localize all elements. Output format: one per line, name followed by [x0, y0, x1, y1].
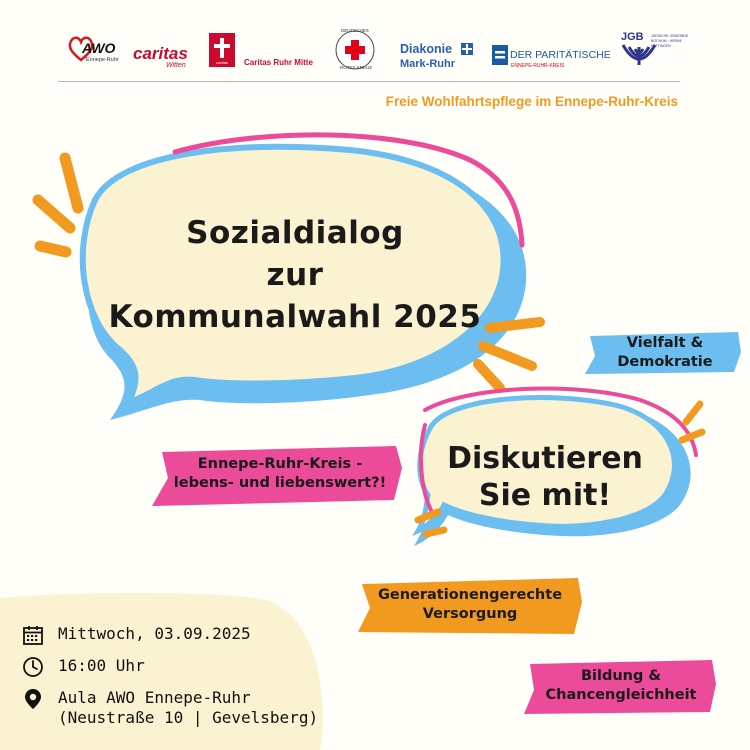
event-location-line-1: Aula AWO Ennepe-Ruhr	[58, 688, 251, 707]
event-time-row	[22, 656, 145, 678]
calendar-icon	[22, 624, 44, 646]
title-line-2: zur	[266, 257, 324, 293]
tagline: Freie Wohlfahrtspflege im Ennepe-Ruhr-Kreis	[385, 94, 678, 109]
caritas-logo-text: caritas	[133, 44, 188, 63]
tag-generation	[362, 586, 578, 624]
paritaetische-sub-text: ENNEPE-RUHR-KREIS	[511, 63, 565, 69]
jgb-sub-1: JÜDISCHE GEMEINDE	[651, 34, 689, 38]
event-location	[58, 688, 318, 728]
tag-ennepe-line-2: lebens- und liebenswert?!	[173, 475, 387, 491]
awo-logo-sub: Ennepe-Ruhr	[86, 57, 119, 63]
tag-bildung-line-2: Chancengleichheit	[545, 687, 697, 703]
cta-line-2: Sie mit!	[478, 478, 612, 513]
diakonie-logo-text: Diakonie	[400, 42, 453, 56]
jgb-sub-3: HATTINGEN	[651, 44, 671, 48]
diakonie-region-text: Mark-Ruhr	[400, 58, 456, 70]
drk-top-text: DEUTSCHES	[341, 28, 369, 33]
map-pin-icon	[22, 688, 44, 710]
event-location-row	[22, 688, 318, 728]
event-title	[80, 212, 510, 338]
drk-bottom-text: ROTES KREUZ	[340, 65, 373, 70]
title-line-3: Kommunalwahl 2025	[108, 299, 482, 335]
caritas-logo-sub: Witten	[166, 62, 186, 69]
orange-burst-small-right	[682, 404, 702, 440]
cta-text	[432, 440, 658, 514]
awo-logo-text: AWO	[82, 40, 116, 56]
tag-generation-line-1: Generationengerechte	[377, 587, 563, 603]
tag-ennepe	[160, 455, 400, 493]
event-location-line-2: (Neustraße 10 | Gevelsberg)	[58, 708, 319, 727]
tag-bildung-line-1: Bildung &	[580, 668, 662, 684]
event-time: 16:00 Uhr	[58, 656, 145, 675]
event-date: Mittwoch, 03.09.2025	[58, 624, 251, 643]
tag-ennepe-line-1: Ennepe-Ruhr-Kreis -	[197, 456, 363, 472]
event-date-row	[22, 624, 251, 646]
svg-text:caritas: caritas	[216, 60, 228, 65]
tag-vielfalt-line-2: Demokratie	[617, 354, 713, 370]
tag-vielfalt	[596, 334, 734, 372]
tag-bildung	[528, 667, 714, 705]
tag-generation-line-2: Versorgung	[422, 606, 518, 622]
title-line-1: Sozialdialog	[186, 215, 404, 251]
jgb-sub-2: BOCHUM · HERNE	[651, 39, 682, 43]
paritaetische-logo-text: DER PARITÄTISCHE	[510, 49, 611, 61]
orange-burst-left	[38, 158, 78, 252]
clock-icon	[22, 656, 44, 678]
jgb-logo-text: JGB	[621, 31, 644, 43]
cta-line-1: Diskutieren	[447, 441, 643, 476]
tag-vielfalt-line-1: Vielfalt &	[626, 335, 704, 351]
caritas-ruhr-mitte-text: Caritas Ruhr Mitte	[244, 58, 313, 67]
